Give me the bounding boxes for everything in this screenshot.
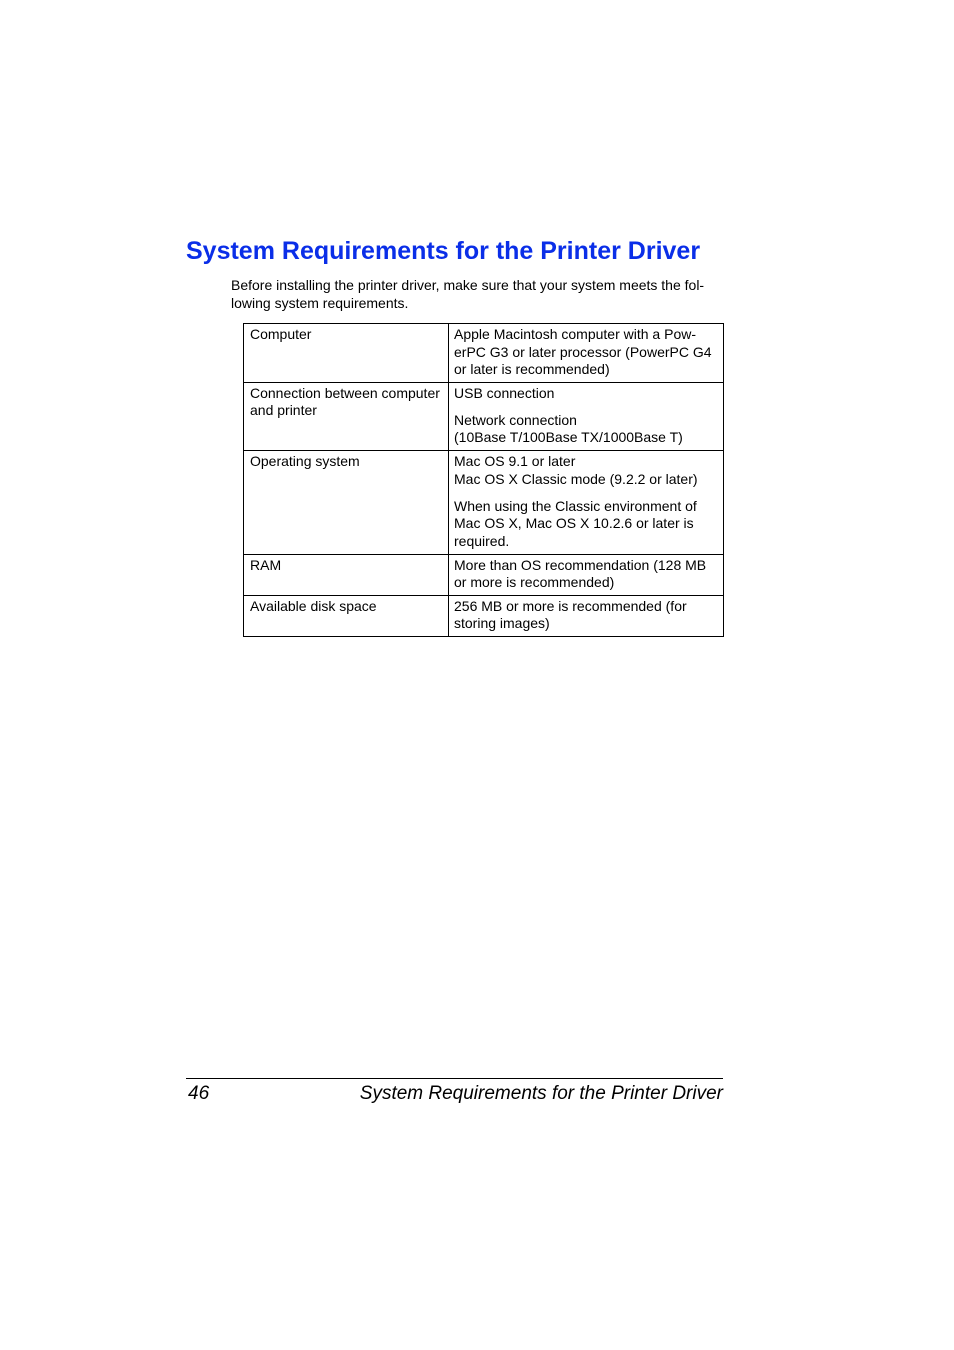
intro-line: lowing system requirements. bbox=[231, 294, 409, 311]
requirement-value: Mac OS 9.1 or later Mac OS X Classic mode (9.2.2 or later) When using the Classic environment of Mac OS X, Mac OS X 10.2.6 or later is required. bbox=[449, 451, 724, 554]
page-title: System Requirements for the Printer Driver bbox=[186, 237, 701, 265]
paragraph-gap bbox=[454, 488, 719, 498]
requirement-label: RAM bbox=[244, 554, 449, 595]
table-row bbox=[244, 324, 724, 383]
requirement-label: Available disk space bbox=[244, 595, 449, 636]
table-row bbox=[244, 554, 724, 595]
table-row bbox=[244, 382, 724, 450]
table-row bbox=[244, 595, 724, 636]
intro-paragraph bbox=[231, 277, 723, 312]
requirement-label: Operating system bbox=[244, 451, 449, 554]
table-row bbox=[244, 451, 724, 554]
paragraph-gap bbox=[454, 402, 719, 412]
running-footer-title: System Requirements for the Printer Driver bbox=[359, 1083, 723, 1104]
requirement-label: Connection between computer and printer bbox=[244, 382, 449, 450]
requirement-value: USB connection Network connection (10Base T/100Base TX/1000Base T) bbox=[449, 382, 724, 450]
requirement-value: 256 MB or more is recommended (for storing images) bbox=[449, 595, 724, 636]
intro-line: Before installing the printer driver, make sure that your system meets the fol- bbox=[231, 277, 705, 293]
requirements-table bbox=[243, 323, 724, 637]
requirement-value: More than OS recommendation (128 MB or more is recommended) bbox=[449, 554, 724, 595]
requirement-value: Apple Macintosh computer with a Pow- erPC G3 or later processor (PowerPC G4 or later is recommended) bbox=[449, 324, 724, 383]
page-number: 46 bbox=[188, 1083, 210, 1104]
footer-divider bbox=[186, 1078, 723, 1079]
requirement-label: Computer bbox=[244, 324, 449, 383]
